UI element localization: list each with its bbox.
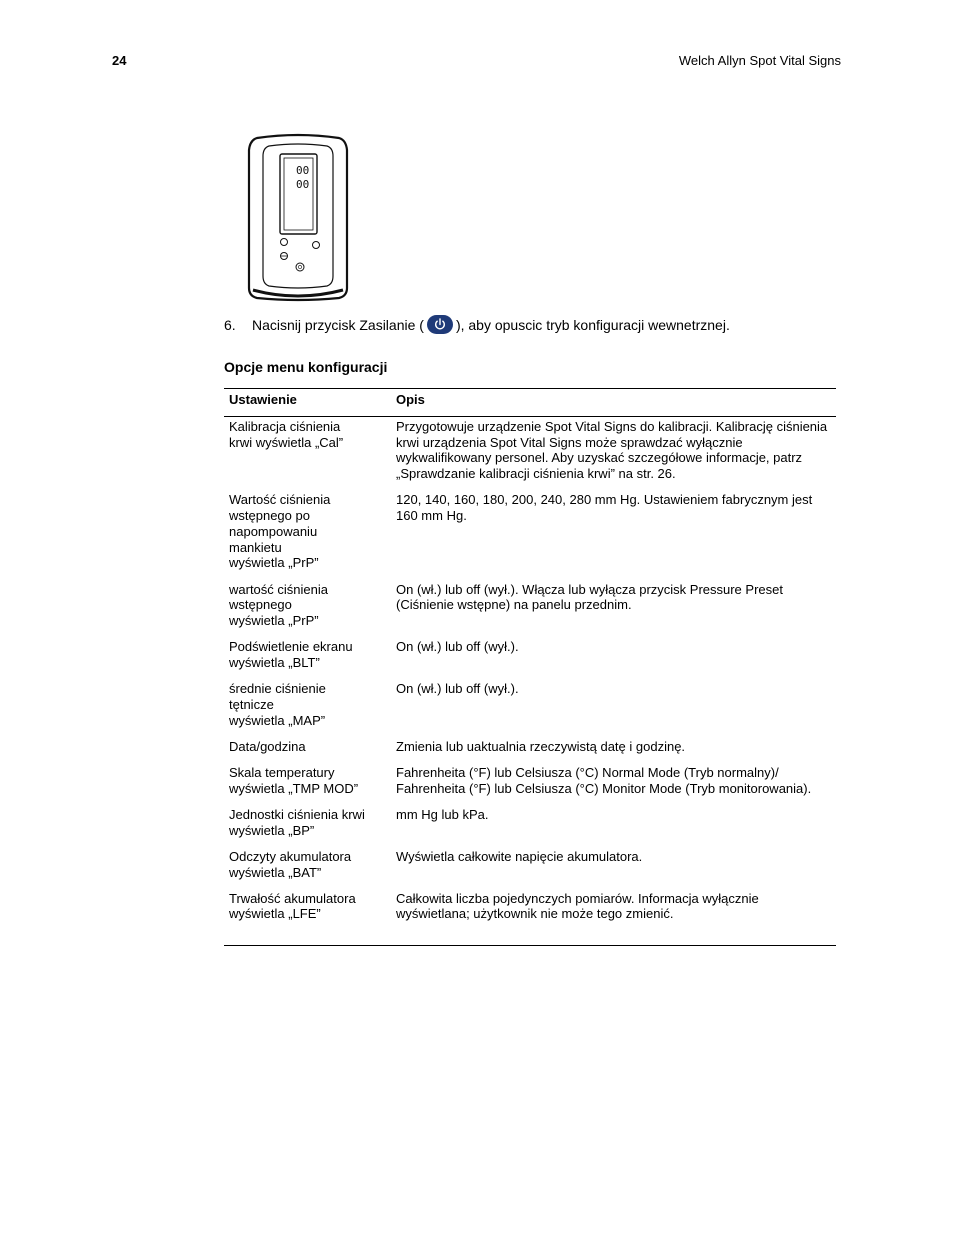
- description-cell: On (wł.) lub off (wył.).: [396, 639, 519, 655]
- setting-cell: Jednostki ciśnienia krwi wyświetla „BP”: [229, 806, 365, 838]
- setting-cell: Trwałość akumulatora wyświetla „LFE”: [229, 890, 356, 922]
- description-cell: 120, 140, 160, 180, 200, 240, 280 mm Hg. Ustawieniem fabrycznym jest 160 mm Hg.: [396, 492, 813, 524]
- table-row: [224, 807, 836, 849]
- table-row: [224, 582, 836, 640]
- table-row: [224, 681, 836, 739]
- step-text-after: ), aby opuscic tryb konfiguracji wewnetrznej.: [455, 316, 730, 333]
- setting-cell: wartość ciśnienia wstępnego wyświetla „PrP”: [229, 581, 328, 629]
- setting-cell: Wartość ciśnienia wstępnego po napompowaniu mankietu wyświetla „PrP”: [229, 492, 331, 571]
- description-cell: Zmienia lub uaktualnia rzeczywistą datę i godzinę.: [396, 738, 686, 754]
- table-row: [224, 849, 836, 891]
- setting-cell: Podświetlenie ekranu wyświetla „BLT”: [229, 639, 353, 671]
- display-top-readout: 00: [296, 164, 310, 177]
- step-number: 6.: [224, 316, 236, 333]
- table-row: [224, 639, 836, 681]
- column-header-description: Opis: [391, 389, 836, 416]
- setting-cell: Kalibracja ciśnienia krwi wyświetla „Cal”: [229, 418, 344, 450]
- setting-cell: Skala temperatury wyświetla „TMP MOD”: [229, 764, 359, 796]
- setting-cell: średnie ciśnienie tętnicze wyświetla „MAP”: [229, 681, 326, 728]
- instruction-step: [224, 315, 730, 334]
- power-icon: [427, 315, 453, 334]
- section-title: Opcje menu konfiguracji: [224, 359, 388, 375]
- description-cell: On (wł.) lub off (wył.). Włącza lub wyłącza przycisk Pressure Preset (Ciśnienie wstępne) na panelu przednim.: [396, 581, 783, 613]
- table-header-row: [224, 389, 836, 416]
- table-bottom-rule: [224, 945, 836, 946]
- description-cell: On (wł.) lub off (wył.).: [396, 681, 519, 697]
- description-cell: Całkowita liczba pojedynczych pomiarów. Informacja wyłącznie wyświetlana; użytkownik nie może tego zmienić.: [396, 890, 759, 922]
- column-header-setting: Ustawienie: [224, 389, 391, 416]
- setting-cell: Data/godzina: [229, 738, 306, 754]
- description-cell: mm Hg lub kPa.: [396, 806, 489, 822]
- settings-table: [224, 388, 836, 932]
- page-number: 24: [112, 53, 127, 68]
- table-row: [224, 416, 836, 492]
- step-text-before: Nacisnij przycisk Zasilanie (: [252, 316, 424, 333]
- description-cell: Fahrenheita (°F) lub Celsiusza (°C) Normal Mode (Tryb normalny)/ Fahrenheita (°F) lub Celsiusza (°C) Monitor Mode (Tryb monitorowania).: [396, 764, 812, 796]
- table-row: [224, 891, 836, 933]
- running-title: Welch Allyn Spot Vital Signs: [678, 53, 841, 68]
- table-row: [224, 492, 836, 581]
- description-cell: Wyświetla całkowite napięcie akumulatora.: [396, 848, 643, 864]
- table-row: [224, 765, 836, 807]
- display-bottom-readout: 00: [296, 178, 310, 191]
- description-cell: Przygotowuje urządzenie Spot Vital Signs do kalibracji. Kalibrację ciśnienia krwi urządzenia Spot Vital Signs może sprawdzać wyłącznie wykwalifikowany personel. Aby uzyskać szczegółowe informacje, patrz „Sprawdzanie kalibracji ciśnienia krwi” na str. 26.: [396, 418, 828, 482]
- table-row: [224, 739, 836, 765]
- device-illustration: [243, 130, 353, 302]
- setting-cell: Odczyty akumulatora wyświetla „BAT”: [229, 848, 352, 880]
